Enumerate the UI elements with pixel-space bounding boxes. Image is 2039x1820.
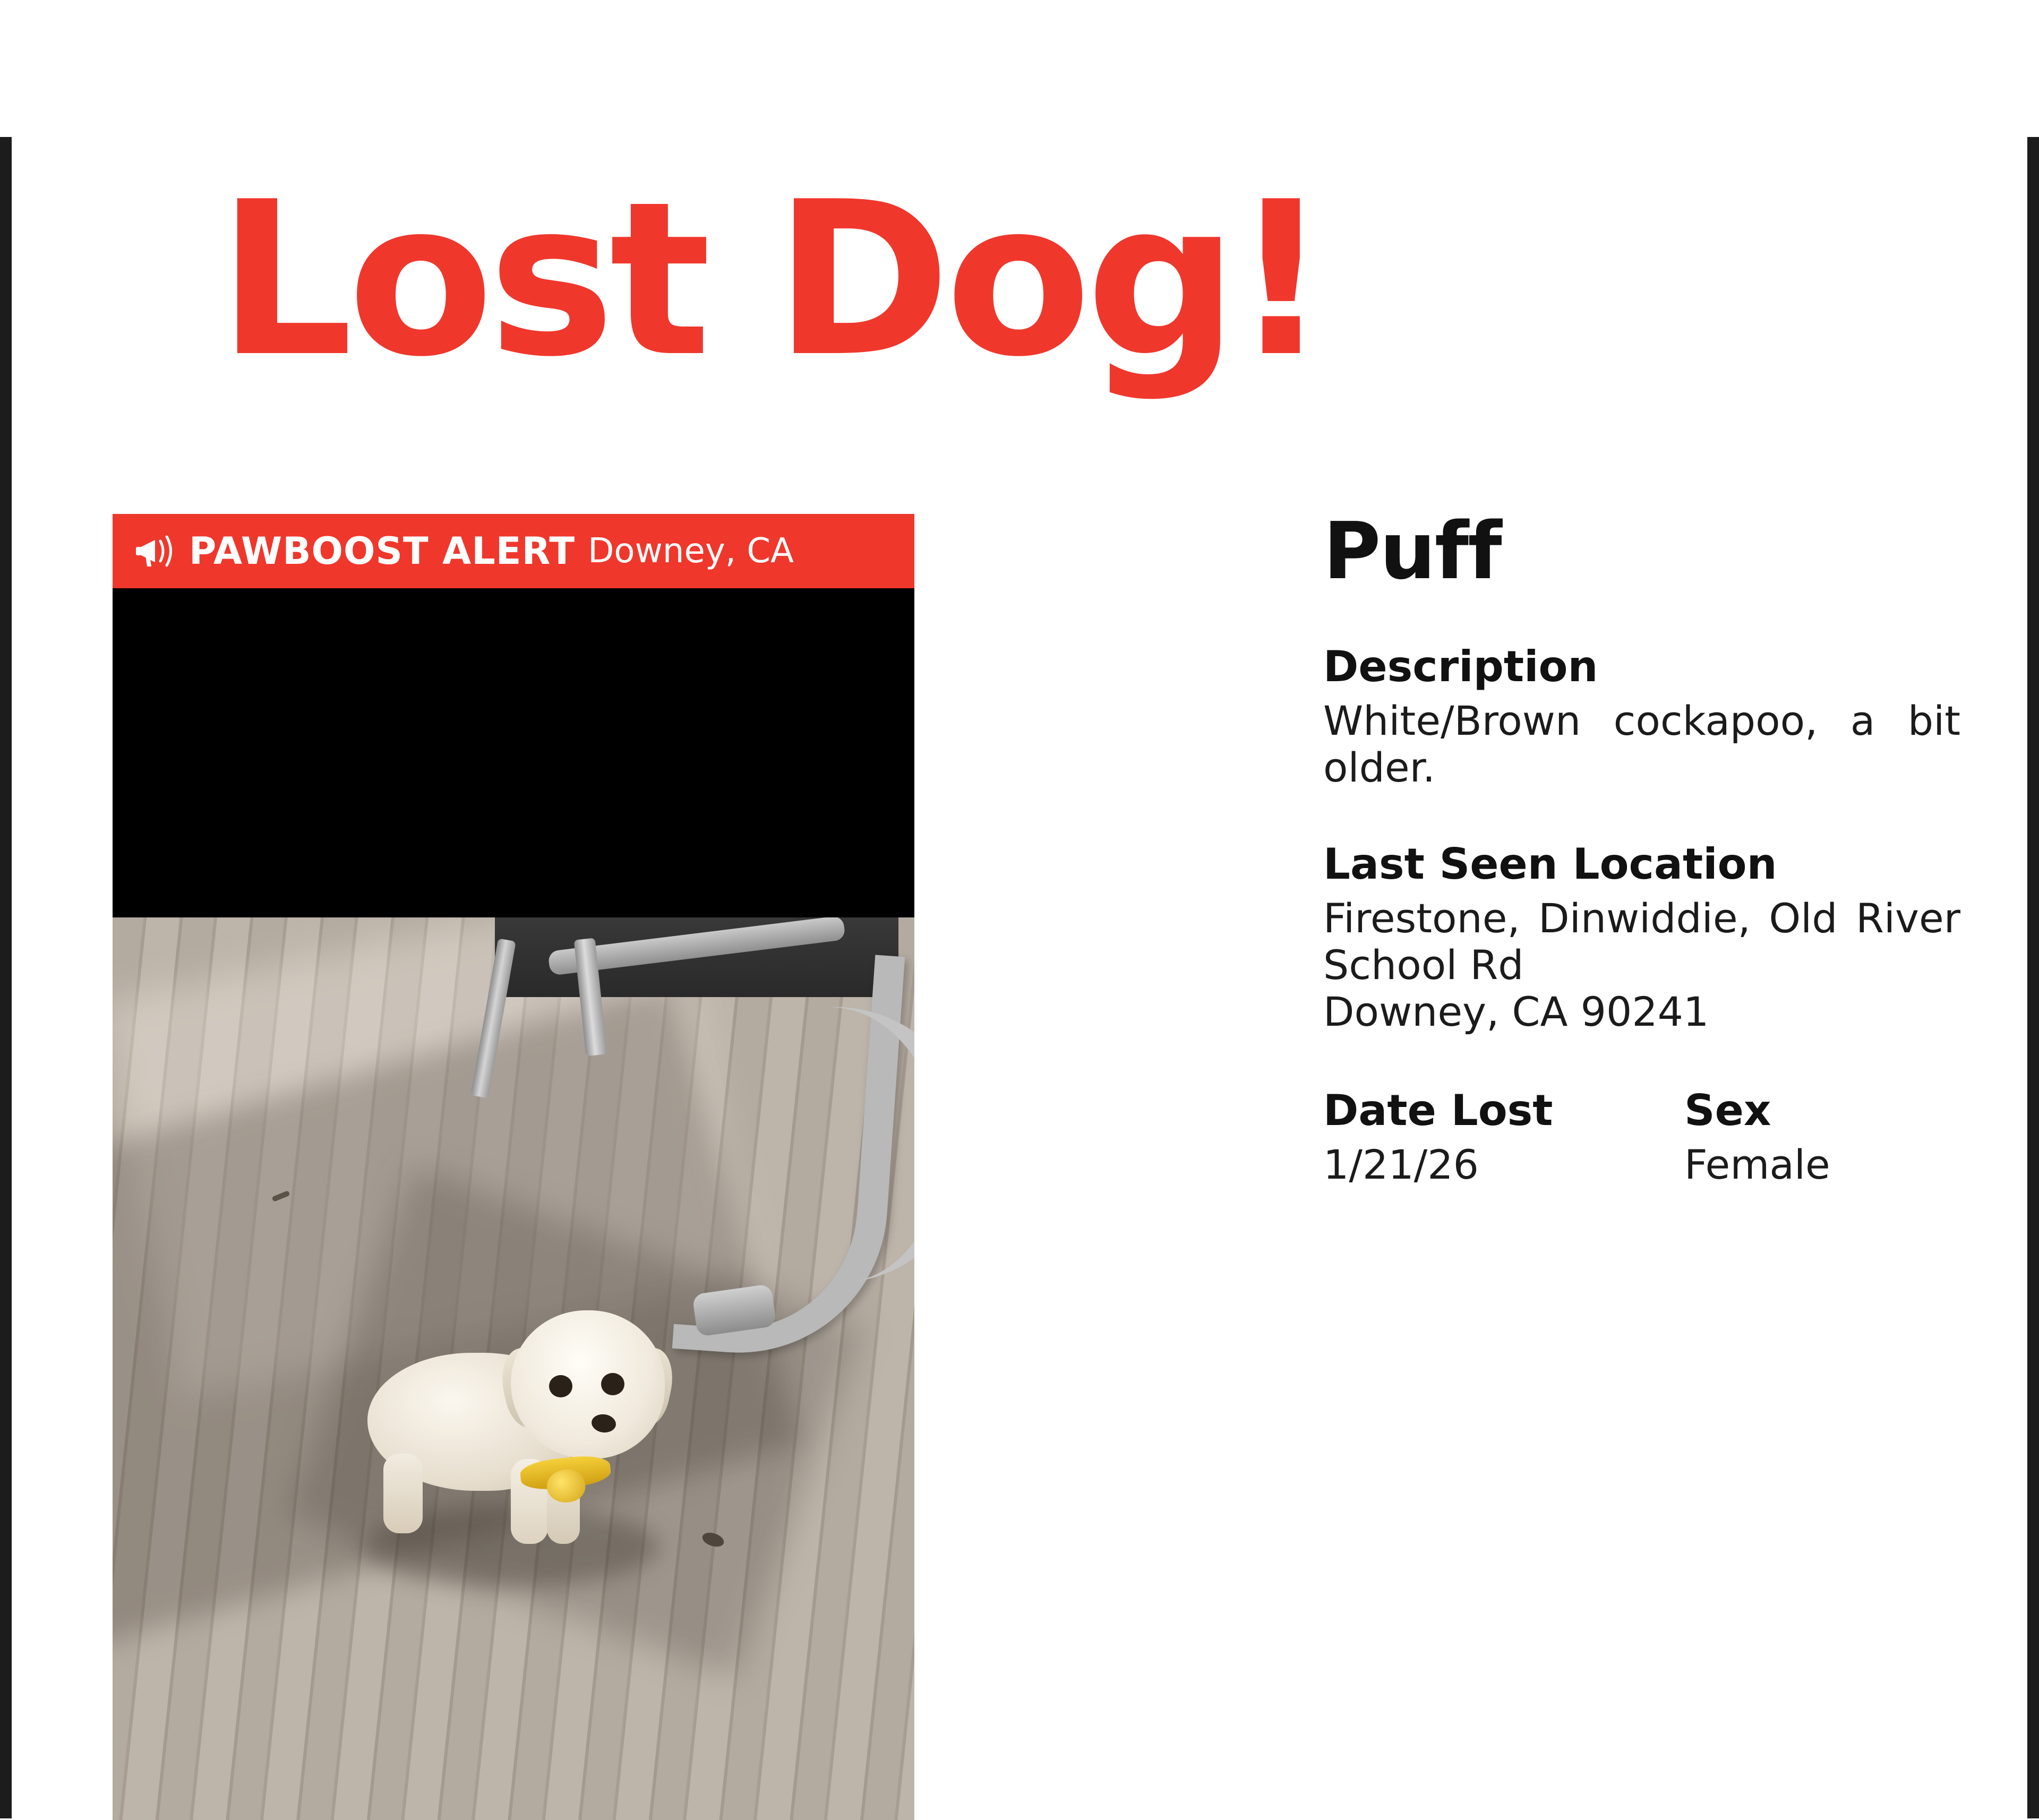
lost-pet-flyer — [12, 137, 2027, 1818]
date-lost-section — [1323, 1086, 1684, 1188]
date-sex-row — [1323, 1086, 1960, 1188]
sex-value: Female — [1684, 1141, 1830, 1188]
last-seen-location-section — [1323, 840, 1960, 1035]
dog-back-leg — [383, 1454, 423, 1533]
sex-label: Sex — [1684, 1086, 1771, 1135]
sex-section — [1684, 1086, 1950, 1188]
page-title: Lost Dog! — [218, 157, 1324, 404]
dog-eye-right — [601, 1373, 624, 1395]
pet-details — [1323, 505, 1960, 1188]
last-seen-street: Firestone, Dinwiddie, Old River School Rd — [1323, 895, 1960, 989]
photo-letterbox — [113, 588, 914, 917]
pet-photo — [113, 917, 914, 1820]
pet-photo-card — [113, 514, 914, 1820]
dog-illustration — [352, 1289, 681, 1586]
pawboost-brand-label: PAWBOOST ALERT — [189, 529, 576, 573]
description-label: Description — [1323, 642, 1598, 691]
date-lost-label: Date Lost — [1323, 1086, 1553, 1135]
description-text: White/Brown cockapoo, a bit older. — [1323, 697, 1960, 791]
dog-eye-left — [549, 1375, 572, 1397]
pet-name: Puff — [1323, 505, 1501, 597]
page-edge-right — [2027, 137, 2039, 1818]
last-seen-location-label: Last Seen Location — [1323, 839, 1777, 889]
pawboost-alert-bar — [113, 514, 914, 588]
description-section — [1323, 642, 1960, 791]
dog-head — [511, 1310, 665, 1459]
megaphone-icon — [134, 533, 175, 570]
last-seen-city: Downey, CA 90241 — [1323, 988, 1709, 1035]
page-edge-left — [0, 137, 12, 1818]
pawboost-city-label: Downey, CA — [588, 531, 794, 571]
date-lost-value: 1/21/26 — [1323, 1141, 1479, 1188]
